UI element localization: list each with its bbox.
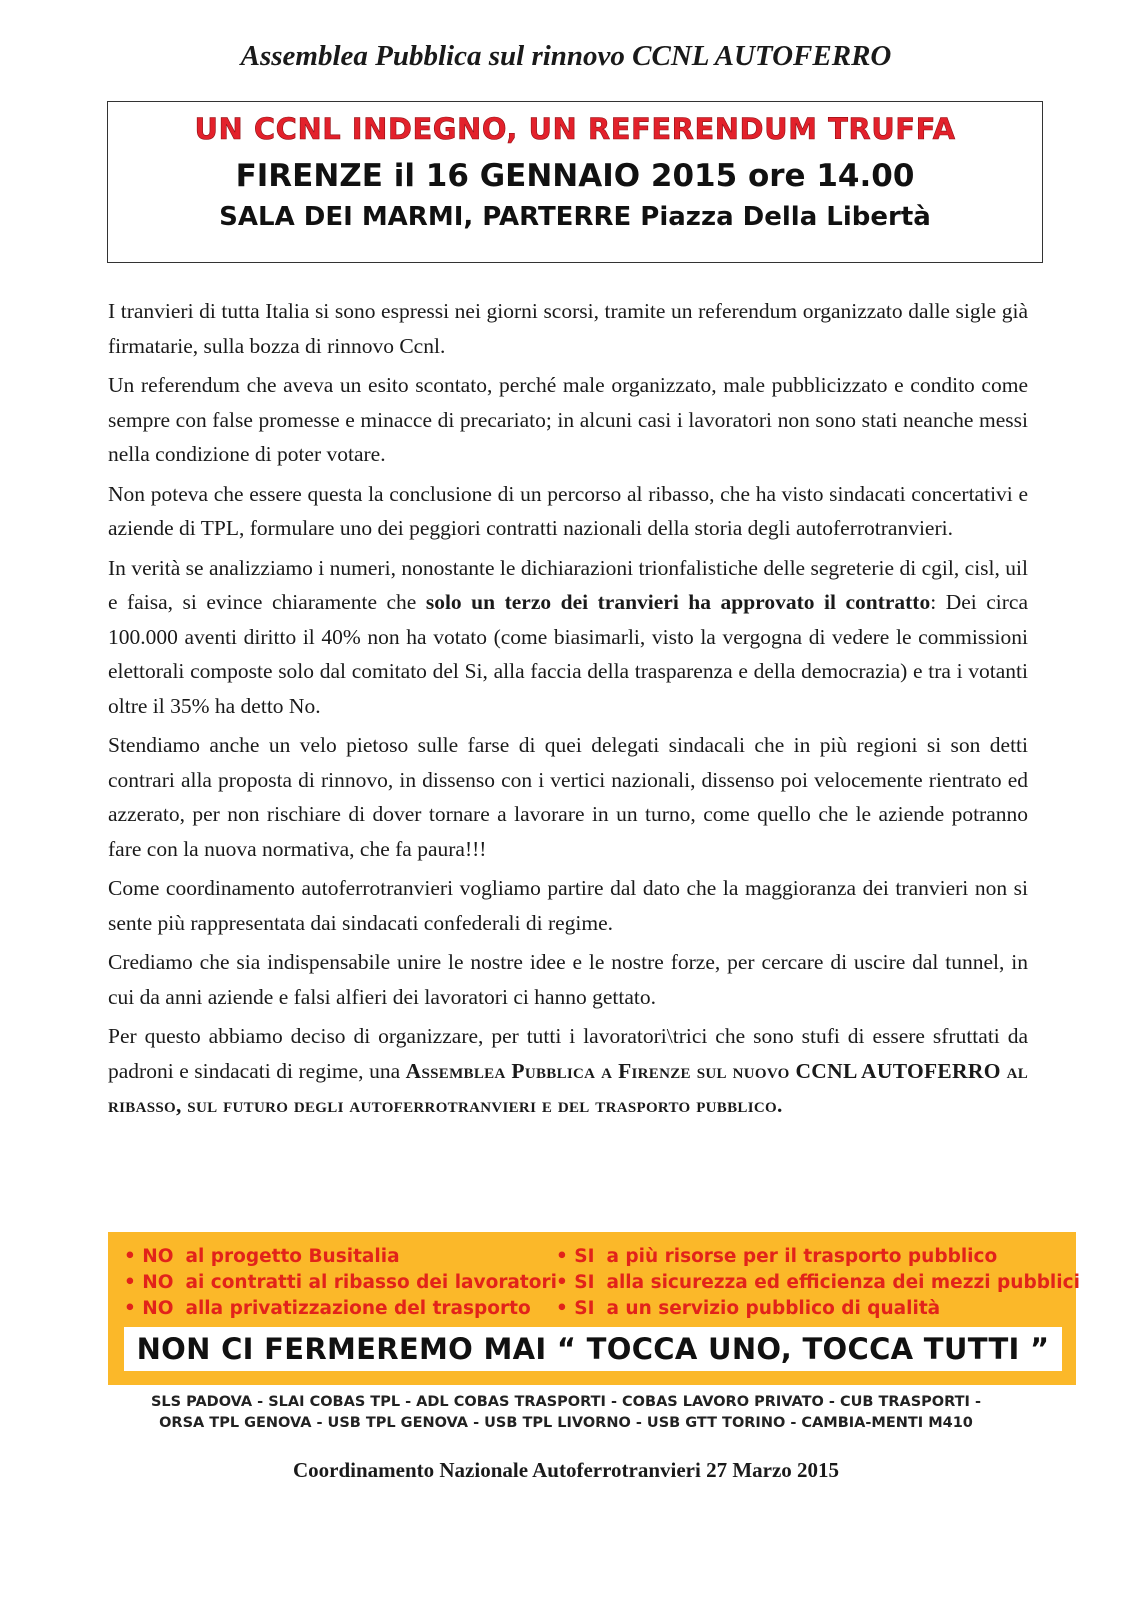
no-item [124, 1296, 557, 1322]
no-item [124, 1244, 557, 1270]
event-location: SALA DEI MARMI, PARTERRE Piazza Della Libertà [219, 202, 931, 232]
no-item-text: ai contratti al ribasso dei lavoratori [185, 1272, 557, 1293]
slogan-banner [108, 1232, 1080, 1385]
paragraph-4 [108, 551, 1028, 724]
si-keyword: • SI [556, 1246, 595, 1267]
paragraph-7: Crediamo che sia indispensabile unire le nostre idee e le nostre forze, per cercare di uscire dal tunnel, in cui da anni aziende e falsi alfieri dei lavoratori ci hanno gettato. [108, 950, 1028, 1009]
si-item [556, 1296, 1080, 1322]
paragraph-4-highlight: solo un terzo dei tranvieri ha approvato il contratto [425, 590, 931, 614]
paragraph-8-small-caps: Assemblea Pubblica a Firenze sul nuovo CCNL AUTOFERRO al ribasso, sul futuro degli autoferrotranvieri e del trasporto pubblico. [108, 1058, 1029, 1117]
article-body [108, 294, 1028, 1128]
slogan-text: NON CI FERMEREMO MAI “ TOCCA UNO, TOCCA TUTTI ” [124, 1327, 1062, 1371]
si-item-text: a un servizio pubblico di qualità [606, 1298, 941, 1319]
signatory-organizations [0, 1392, 1132, 1434]
signers-line-2: ORSA TPL GENOVA - USB TPL GENOVA - USB TPL LIVORNO - USB GTT TORINO - CAMBIA-MENTI M410 [159, 1415, 973, 1431]
paragraph-5: Stendiamo anche un velo pietoso sulle farse di quei delegati sindacali che in più regioni si son detti contrari alla proposta di rinnovo, in dissenso con i vertici nazionali, dissenso poi velocemente rientrato ed azzerato, per non rischiare di dover tornare a lavorare in un turno, come quello che le aziende potranno fare con la nuova normativa, che fa paura!!! [108, 733, 1028, 861]
si-item-text: alla sicurezza ed efficienza dei mezzi pubblici [606, 1272, 1080, 1293]
si-keyword: • SI [556, 1298, 595, 1319]
si-item [556, 1270, 1080, 1296]
paragraph-2: Un referendum che aveva un esito scontato, perché male organizzato, male pubblicizzato e condito come sempre con false promesse e minacce di precariato; in alcuni casi i lavoratori non sono stati neanche messi nella condizione di poter votare. [108, 373, 1028, 466]
paragraph-6: Come coordinamento autoferrotranvieri vogliamo partire dal dato che la maggioranza dei tranvieri non si sente più rappresentata dai sindacati confederali di regime. [108, 876, 1028, 935]
no-keyword: • NO [124, 1272, 174, 1293]
no-item-text: al progetto Busitalia [185, 1246, 400, 1267]
signers-line-1: SLS PADOVA - SLAI COBAS TPL - ADL COBAS TRASPORTI - COBAS LAVORO PRIVATO - CUB TRASPORTI - [150, 1394, 981, 1410]
paragraph-4-start: In verità se analizziamo i numeri, nonostante le dichiarazioni trionfalistiche delle segreterie di cgil, cisl, uil e faisa, si evince chiaramente che [108, 555, 1028, 614]
document-title: Assemblea Pubblica sul rinnovo CCNL AUTOFERRO [240, 40, 892, 72]
footer-signature: Coordinamento Nazionale Autoferrotranvieri 27 Marzo 2015 [292, 1458, 840, 1482]
paragraph-3: Non poteva che essere questa la conclusione di un percorso al ribasso, che ha visto sindacati concertativi e aziende di TPL, formulare uno dei peggiori contratti nazionali della storia degli autoferrotranvieri. [108, 481, 1028, 540]
si-list [556, 1244, 1080, 1322]
no-list [124, 1244, 557, 1322]
paragraph-8-start: Per questo abbiamo deciso di organizzare, per tutti i lavoratori\trici che sono stufi di essere sfruttati da padroni e sindacati di regime, una [108, 1024, 1028, 1083]
no-keyword: • NO [124, 1298, 174, 1319]
si-item-text: a più risorse per il trasporto pubblico [606, 1246, 998, 1267]
paragraph-4-end: : Dei circa 100.000 aventi diritto il 40% non ha votato (come biasimarli, visto la vergogna di vedere le commissioni elettorali composte solo dal comitato del Si, alla faccia della trasparenza e della democrazia) e tra i votanti oltre il 35% ha detto No. [108, 590, 1028, 718]
no-item [124, 1270, 557, 1296]
si-keyword: • SI [556, 1272, 595, 1293]
event-header-box [107, 101, 1043, 263]
event-date: FIRENZE il 16 GENNAIO 2015 ore 14.00 [235, 158, 915, 194]
si-item [556, 1244, 1080, 1270]
no-item-text: alla privatizzazione del trasporto [185, 1298, 531, 1319]
no-keyword: • NO [124, 1246, 174, 1267]
paragraph-1: I tranvieri di tutta Italia si sono espressi nei giorni scorsi, tramite un referendum organizzato dalle sigle già firmatarie, sulla bozza di rinnovo Ccnl. [108, 299, 1028, 358]
headline: UN CCNL INDEGNO, UN REFERENDUM TRUFFA [194, 112, 956, 146]
paragraph-8 [108, 1019, 1028, 1123]
